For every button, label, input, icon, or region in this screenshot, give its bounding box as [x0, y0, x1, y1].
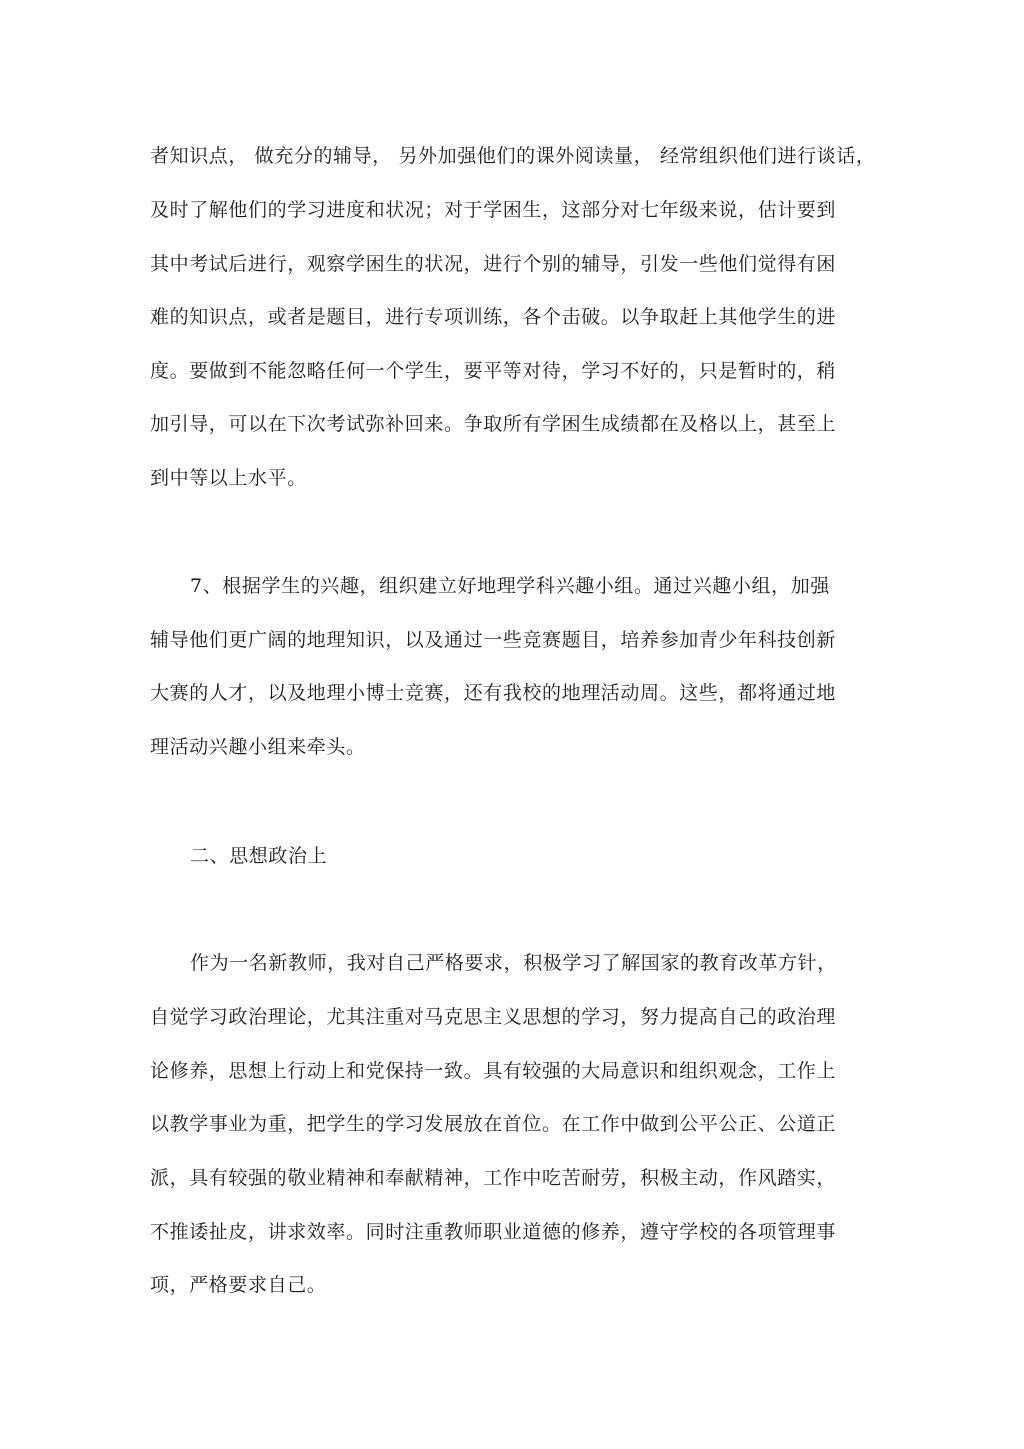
paragraph-line: 加引导，可以在下次考试弥补回来。争取所有学困生成绩都在及格以上，甚至上: [150, 413, 837, 435]
section-heading: 二、思想政治上: [190, 845, 328, 867]
paragraph-line: 项，严格要求自己。: [150, 1274, 327, 1296]
paragraph-line: 难的知识点，或者是题目，进行专项训练，各个击破。以争取赶上其他学生的进: [150, 306, 837, 328]
paragraph-line: 自觉学习政治理论，尤其注重对马克思主义思想的学习，努力提高自己的政治理: [150, 1006, 837, 1028]
paragraph-line: 及时了解他们的学习进度和状况；对于学困生，这部分对七年级来说，估计要到: [150, 199, 837, 221]
paragraph-line: 论修养，思想上行动上和党保持一致。具有较强的大局意识和组织观念，工作上: [150, 1060, 837, 1082]
paragraph-line: 大赛的人才，以及地理小博士竞赛，还有我校的地理活动周。这些，都将通过地: [150, 682, 837, 704]
paragraph-line: 度。要做到不能忽略任何一个学生，要平等对待，学习不好的，只是暂时的，稍: [150, 360, 837, 382]
paragraph-line: 到中等以上水平。: [150, 467, 307, 489]
paragraph-line: 理活动兴趣小组来牵头。: [150, 736, 366, 758]
paragraph-line: 作为一名新教师，我对自己严格要求，积极学习了解国家的教育改革方针，: [190, 952, 837, 974]
paragraph-line: 其中考试后进行，观察学困生的状况，进行个别的辅导，引发一些他们觉得有困: [150, 253, 837, 275]
paragraph-line: 7、根据学生的兴趣，组织建立好地理学科兴趣小组。通过兴趣小组，加强: [190, 575, 830, 597]
paragraph-line: 不推诿扯皮，讲求效率。同时注重教师职业道德的修养，遵守学校的各项管理事: [150, 1221, 837, 1243]
paragraph-line: 者知识点， 做充分的辅导， 另外加强他们的课外阅读量， 经常组织他们进行谈话，: [150, 145, 876, 167]
paragraph-line: 派，具有较强的敬业精神和奉献精神，工作中吃苦耐劳，积极主动，作风踏实，: [150, 1167, 837, 1189]
paragraph-line: 辅导他们更广阔的地理知识，以及通过一些竞赛题目，培养参加青少年科技创新: [150, 629, 837, 651]
paragraph-line: 以教学事业为重，把学生的学习发展放在首位。在工作中做到公平公正、公道正: [150, 1113, 837, 1135]
